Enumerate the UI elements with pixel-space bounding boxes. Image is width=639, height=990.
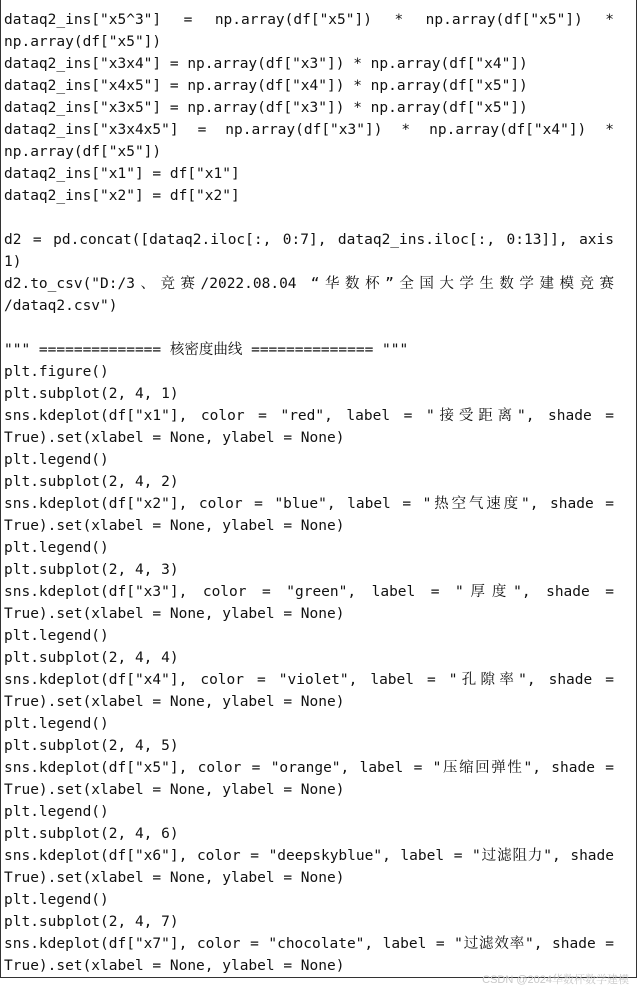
code-line — [4, 207, 614, 229]
code-line: plt.legend() — [4, 716, 109, 732]
code-line: plt.legend() — [4, 804, 109, 820]
csdn-watermark: CSDN @2024华数杯数学建模 — [482, 974, 629, 986]
code-line: True).set(xlabel = None, ylabel = None) — [4, 958, 345, 974]
code-line: True).set(xlabel = None, ylabel = None) — [4, 782, 345, 798]
code-line: np.array(df["x5"]) — [4, 34, 162, 50]
code-line: 1) — [4, 254, 22, 270]
code-line: /dataq2.csv") — [4, 298, 118, 314]
code-line: plt.subplot(2, 4, 7) — [4, 914, 179, 930]
code-line: dataq2_ins["x2"] = df["x2"] — [4, 188, 240, 204]
code-line: plt.legend() — [4, 452, 109, 468]
code-line: d2.to_csv("D:/3、竞赛/2022.08.04 “华数杯”全国大学生数学建模竞赛 — [4, 276, 614, 292]
code-line: np.array(df["x5"]) — [4, 144, 162, 160]
code-line: True).set(xlabel = None, ylabel = None) — [4, 518, 345, 534]
code-line: plt.figure() — [4, 364, 109, 380]
code-line: plt.legend() — [4, 540, 109, 556]
code-line: plt.subplot(2, 4, 6) — [4, 826, 179, 842]
code-line: plt.subplot(2, 4, 1) — [4, 386, 179, 402]
code-body — [4, 9, 614, 977]
code-line: sns.kdeplot(df["x6"], color = "deepskyblue", label = "过滤阻力", shade — [4, 848, 614, 864]
code-line: dataq2_ins["x1"] = df["x1"] — [4, 166, 240, 182]
code-line: plt.legend() — [4, 892, 109, 908]
code-line: plt.subplot(2, 4, 2) — [4, 474, 179, 490]
code-line: True).set(xlabel = None, ylabel = None) — [4, 870, 345, 886]
code-line: dataq2_ins["x3x4x5"] = np.array(df["x3"]) * np.array(df["x4"]) * — [4, 122, 614, 138]
code-line: dataq2_ins["x4x5"] = np.array(df["x4"]) * np.array(df["x5"]) — [4, 78, 528, 94]
code-line: dataq2_ins["x3x5"] = np.array(df["x3"]) * np.array(df["x5"]) — [4, 100, 528, 116]
code-line: True).set(xlabel = None, ylabel = None) — [4, 430, 345, 446]
code-line: """ ============== 核密度曲线 ============== """ — [4, 342, 409, 358]
code-line: sns.kdeplot(df["x5"], color = "orange", label = "压缩回弹性", shade = — [4, 760, 614, 776]
code-line: plt.subplot(2, 4, 5) — [4, 738, 179, 754]
code-line: True).set(xlabel = None, ylabel = None) — [4, 606, 345, 622]
code-line: dataq2_ins["x5^3"] = np.array(df["x5"]) * np.array(df["x5"]) * — [4, 12, 614, 28]
code-line: dataq2_ins["x3x4"] = np.array(df["x3"]) * np.array(df["x4"]) — [4, 56, 528, 72]
code-line: sns.kdeplot(df["x7"], color = "chocolate", label = "过滤效率", shade = — [4, 936, 614, 952]
code-line: plt.legend() — [4, 628, 109, 644]
code-line: sns.kdeplot(df["x1"], color = "red", label = "接受距离", shade = — [4, 408, 614, 424]
code-line: d2 = pd.concat([dataq2.iloc[:, 0:7], dataq2_ins.iloc[:, 0:13]], axis — [4, 232, 614, 248]
code-line: plt.subplot(2, 4, 4) — [4, 650, 179, 666]
code-line: plt.subplot(2, 4, 3) — [4, 562, 179, 578]
code-line: sns.kdeplot(df["x4"], color = "violet", label = "孔隙率", shade = — [4, 672, 614, 688]
code-line — [4, 317, 614, 339]
code-line: True).set(xlabel = None, ylabel = None) — [4, 694, 345, 710]
code-line: sns.kdeplot(df["x2"], color = "blue", label = "热空气速度", shade = — [4, 496, 614, 512]
code-line: sns.kdeplot(df["x3"], color = "green", label = "厚度", shade = — [4, 584, 614, 600]
